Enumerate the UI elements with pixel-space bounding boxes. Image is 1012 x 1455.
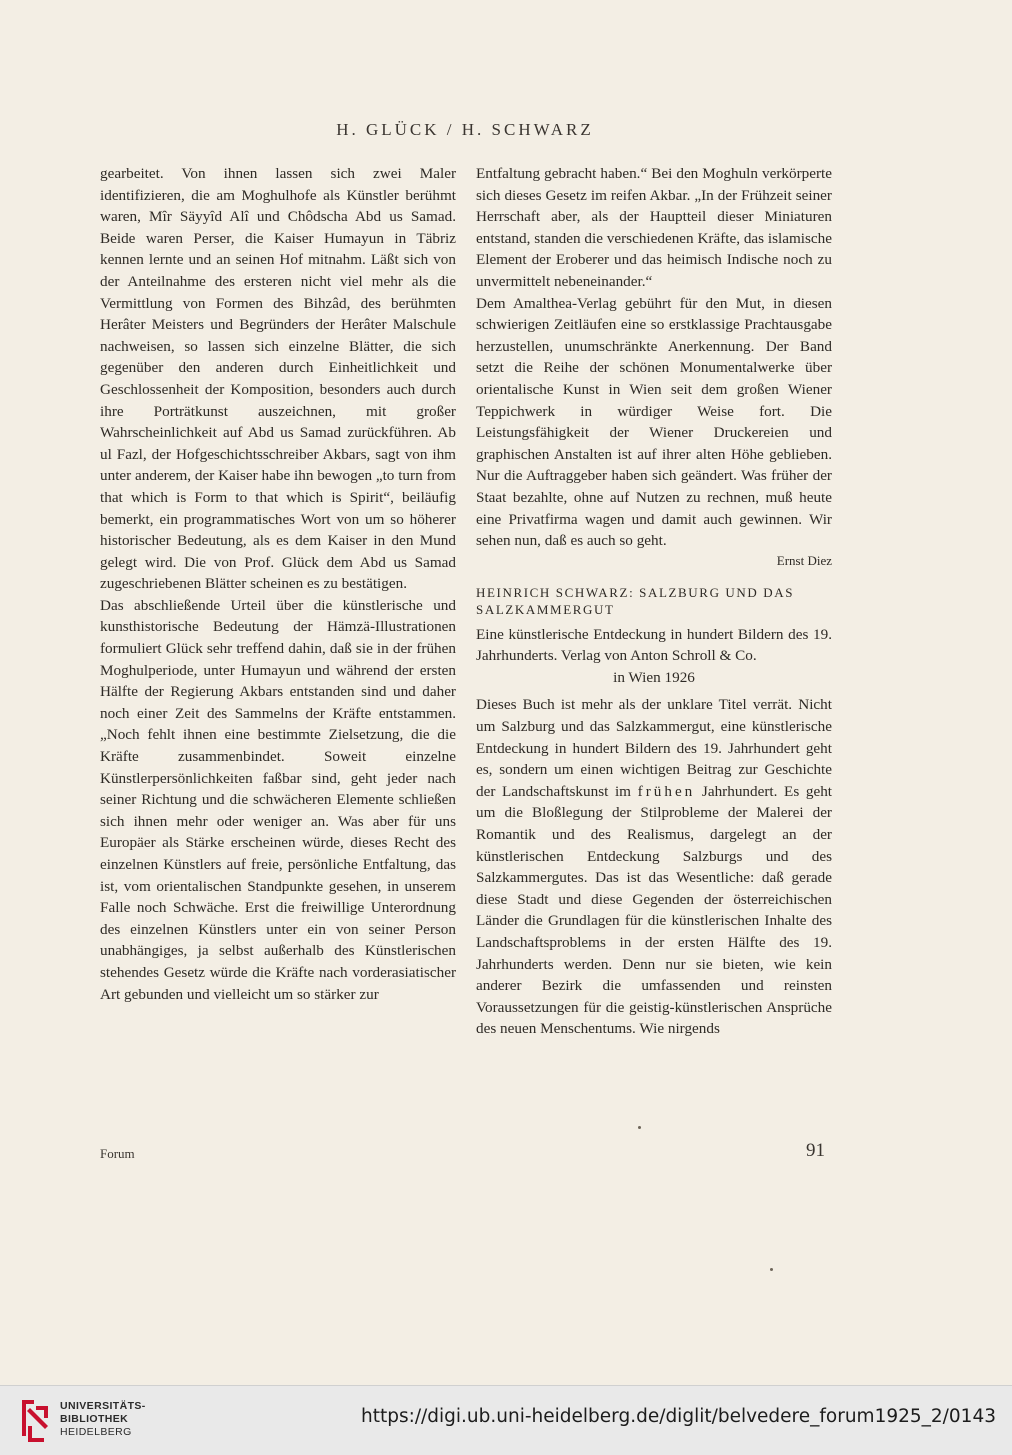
source-url-link[interactable]: https://digi.ub.uni-heidelberg.de/diglit/belvedere_forum1925_2/0143 (360, 1406, 996, 1427)
ink-dot (770, 1268, 773, 1271)
review-paragraph (476, 694, 832, 1040)
page-number: 91 (806, 1140, 825, 1161)
review-subtitle: Eine künstlerische Entdeckung in hundert Bildern des 19. Jahrhunderts. Verlag von Anton Schroll & Co. (476, 625, 832, 665)
library-name-line: BIBLIOTHEK (60, 1413, 129, 1425)
library-name-line: HEIDELBERG (60, 1426, 132, 1438)
library-logo-icon (18, 1396, 52, 1442)
footer-section: Forum (100, 1146, 135, 1161)
author-signature: Ernst Diez (776, 552, 832, 568)
review-title: HEINRICH SCHWARZ: SALZBURG UND DAS SALZKAMMERGUT (476, 584, 795, 617)
review-text-end: Jahrhundert. Es geht um die Bloßlegung der Stilprobleme der Malerei der Romantik und des Realismus, dargelegt an der künstlerischen Entdeckung Salzburgs und des Salzkammergutes. Das ist das Wesentliche: daß gerade diese Stadt und diese Gegenden der österreichischen Länder die Grundlagen für die künstlerischen Inhalte des Landschaftsproblems in der ersten Hälfte des 19. Jahrhunderts werden. Denn nur sie bieten, wie kein anderer Bezirk die umfassenden und reinsten Voraussetzungen für die geistig-künstlerischen Ansprüche des neuen Menschentums. Wie nirgends (476, 782, 833, 1038)
running-header: H. GLÜCK / H. SCHWARZ (336, 120, 594, 139)
body-paragraph: Entfaltung gebracht haben.“ Bei den Moghuln verkörperte sich dieses Gesetz im reifen Akbar. „In der Frühzeit seiner Herrschaft aber, als der Hauptteil dieser Miniaturen entstand, standen die verschiedenen Kräfte, das islamische Element der Eroberer und das heimisch Indische noch zu unvermittelt nebeneinander.“ (476, 165, 832, 290)
left-column (100, 163, 456, 1005)
library-footer-bar (0, 1385, 1012, 1455)
review-subtitle-place: in Wien 1926 (613, 668, 695, 686)
spaced-emphasis: frühen (637, 782, 696, 800)
body-paragraph: gearbeitet. Von ihnen lassen sich zwei Maler identifizieren, die am Moghulhofe als Künstler berühmt waren, Mîr Säyyîd Alî und Chôdscha Abd us Samad. Beide waren Perser, die Kaiser Humayun in Täbriz kennen lernte und an seinen Hof mitnahm. Läßt sich von der Anteilnahme des ersteren nicht viel mehr als die Vermittlung von Formen des Bihzâd, des berühmten Herâter Meisters und Begründers der Herâter Malschule nachweisen, so lassen sich einzelne Blätter, die sich gegenüber den anderen durch Einheitlichkeit und Geschlossenheit der Komposition, besonders auch durch ihre Porträtkunst auszeichnen, mit großer Wahrscheinlichkeit auf Abd us Samad zurückführen. Ab ul Fazl, der Hofgeschichtsschreiber Akbars, sagt von ihm unter anderem, der Kaiser habe ihn bewogen „to turn from that which is Form to that which is Spirit“, beiläufig bemerkt, ein programmatisches Wort von um so höherer historischer Bedeutung, als es dem Kaiser in den Mund gelegt wird. Die von Prof. Glück dem Abd us Samad zugeschriebenen Blätter scheinen es zu bestätigen. (100, 165, 456, 593)
body-paragraph: Dem Amalthea-Verlag gebührt für den Mut, in diesen schwierigen Zeitläufen eine so erstklassige Prachtausgabe herzustellen, unumschränkte Anerkennung. Der Band setzt die Reihe der schönen Monumentalwerke über orientalische Kunst in Wien seit dem großen Wiener Teppichwerk in würdiger Weise fort. Die Leistungsfähigkeit der Wiener Druckereien und graphischen Anstalten ist auf ihrer alten Höhe geblieben. Nur die Auftraggeber haben sich geändert. Was früher der Staat bezahlte, ohne auf Nutzen zu rechnen, muß heute eine Privatfirma wagen und damit auch gewinnen. Wir sehen nun, daß es auch so geht. (476, 294, 832, 550)
library-name-line: UNIVERSITÄTS- (60, 1400, 146, 1412)
review-text-start: Dieses Buch ist mehr als der unklare Titel verrät. Nicht um Salzburg und das Salzkammergut, eine künstlerische Entdeckung in hundert Bildern des 19. Jahrhundert geht es, sondern um einen wichtigen Beitrag zur Geschichte der Landschaftskunst im (476, 696, 832, 800)
right-column (476, 163, 832, 1040)
ink-dot (638, 1126, 641, 1129)
body-paragraph: Das abschließende Urteil über die künstlerische und kunsthistorische Bedeutung der Hämzä-Illustrationen formuliert Glück sehr treffend dahin, daß sie in der frühen Moghulperiode, unter Humayun und während der ersten Hälfte der Regierung Akbars entstanden sind und daher noch einer Zeit des Sammelns der Kräfte entstammen. „Noch fehlt ihnen eine bestimmte Zielsetzung, die die Kräfte zusammenbindet. Soweit einzelne Künstlerpersönlichkeiten faßbar sind, geht jeder nach seiner Richtung und die schwächeren Elemente schließen sich ihnen mehr oder weniger an. Was aber für uns Europäer als Stärke erscheinen würde, dieses Recht des einzelnen Künstlers auf freie, persönliche Entfaltung, das ist, vom orientalischen Standpunkte gesehen, in unserem Falle noch Schwäche. Erst die freiwillige Unterordnung des einzelnen Künstlers unter ein von seiner Person unabhängiges, ja selbst außerhalb des Künstlerischen stehendes Gesetz würde die Kräfte nach vorderasiatischer Art gebunden und vielleicht um so stärker zur (100, 596, 456, 1003)
